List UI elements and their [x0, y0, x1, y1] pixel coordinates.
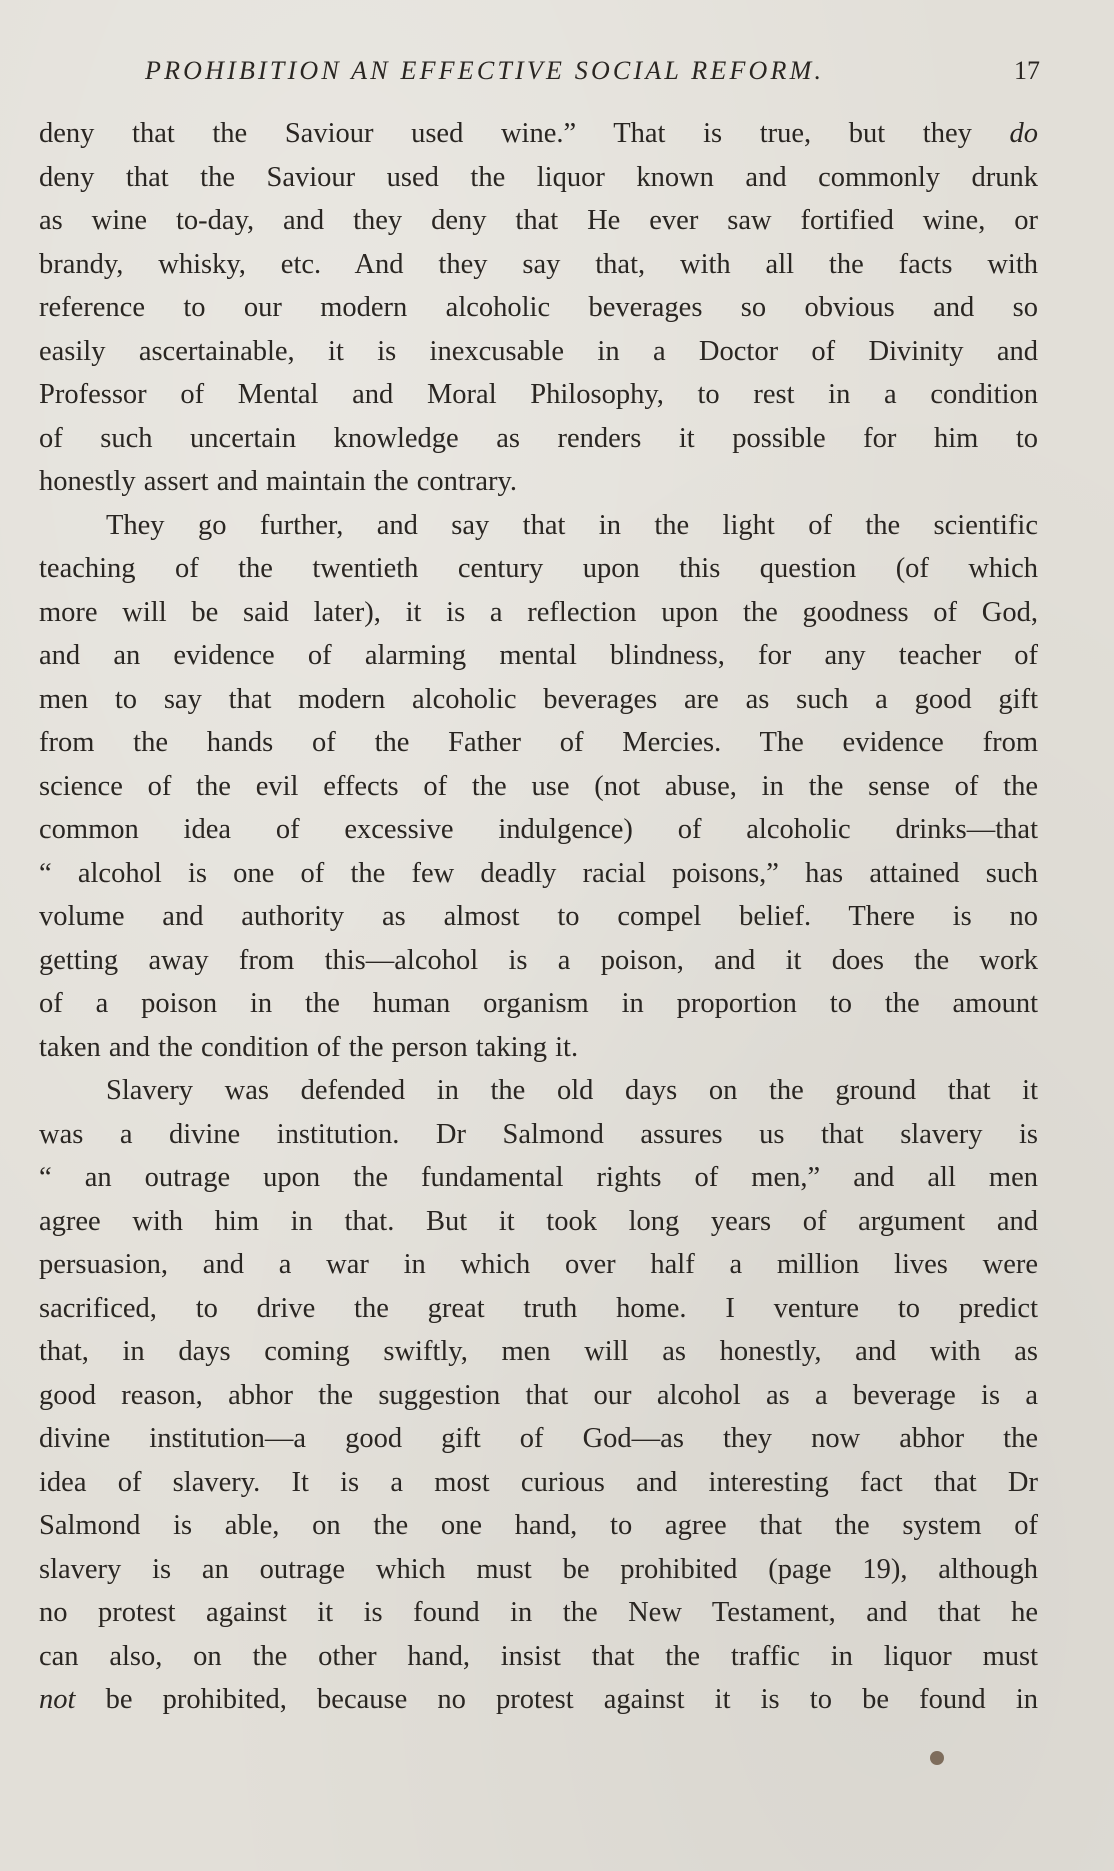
text-line: persuasion, and a war in which over half a million lives were: [39, 1249, 1038, 1280]
text-line: and an evidence of alarming mental blindness, for any teacher of: [39, 640, 1038, 671]
text-line: deny that the Saviour used wine.” That is true, but they do: [39, 118, 1038, 149]
text-line: “ alcohol is one of the few deadly racial poisons,” has attained such: [39, 857, 1038, 889]
text-line: idea of slavery. It is a most curious and interesting fact that Dr: [39, 1466, 1038, 1498]
text-line: science of the evil effects of the use (not abuse, in the sense of the: [39, 770, 1038, 802]
text-line: Professor of Mental and Moral Philosophy, to rest in a condition: [39, 379, 1038, 410]
paragraphs: [39, 112, 1038, 1722]
text-line: of a poison in the human organism in proportion to the amount: [39, 988, 1038, 1019]
text-line: Salmond is able, on the one hand, to agree that the system of: [39, 1510, 1038, 1541]
text-line: no protest against it is found in the New Testament, and that he: [39, 1597, 1038, 1628]
text-line: common idea of excessive indulgence) of alcoholic drinks—that: [39, 814, 1038, 845]
text-line: They go further, and say that in the light of the scientific: [106, 509, 1038, 541]
running-head: [40, 56, 1040, 96]
text-line: agree with him in that. But it took long years of argument and: [39, 1205, 1038, 1237]
text-line: more will be said later), it is a reflection upon the goodness of God,: [39, 596, 1038, 628]
running-title: PROHIBITION AN EFFECTIVE SOCIAL REFORM.: [145, 56, 825, 85]
text-line: volume and authority as almost to compel belief. There is no: [39, 901, 1038, 932]
text-line: not be prohibited, because no protest against it is to be found in: [39, 1684, 1038, 1715]
text-line: taken and the condition of the person taking it.: [39, 1031, 579, 1063]
body-text: [39, 112, 1038, 1722]
text-line: “ an outrage upon the fundamental rights of men,” and all men: [39, 1162, 1038, 1193]
text-line: divine institution—a good gift of God—as they now abhor the: [39, 1423, 1038, 1454]
text-line: deny that the Saviour used the liquor known and commonly drunk: [39, 161, 1038, 193]
text-line: slavery is an outrage which must be prohibited (page 19), although: [39, 1553, 1038, 1585]
text-line: of such uncertain knowledge as renders it possible for him to: [39, 422, 1038, 454]
text-line: honestly assert and maintain the contrary.: [39, 466, 518, 497]
text-line: sacrificed, to drive the great truth home. I venture to predict: [39, 1292, 1038, 1324]
text-line: reference to our modern alcoholic beverages so obvious and so: [39, 292, 1038, 323]
text-line: good reason, abhor the suggestion that our alcohol as a beverage is a: [39, 1379, 1038, 1411]
text-line: from the hands of the Father of Mercies. The evidence from: [39, 727, 1038, 758]
text-line: easily ascertainable, it is inexcusable in a Doctor of Divinity and: [39, 335, 1038, 367]
text-line: can also, on the other hand, insist that the traffic in liquor must: [39, 1640, 1038, 1672]
ink-mark-ornament: [930, 1751, 944, 1765]
text-line: as wine to-day, and they deny that He ever saw fortified wine, or: [39, 205, 1038, 236]
text-line: brandy, whisky, etc. And they say that, with all the facts with: [39, 248, 1038, 280]
text-line: Slavery was defended in the old days on the ground that it: [106, 1075, 1038, 1106]
text-line: getting away from this—alcohol is a poison, and it does the work: [39, 944, 1038, 976]
text-line: was a divine institution. Dr Salmond assures us that slavery is: [39, 1118, 1038, 1150]
text-line: teaching of the twentieth century upon this question (of which: [39, 553, 1038, 584]
page-number: 17: [1014, 56, 1040, 85]
text-line: that, in days coming swiftly, men will as honestly, and with as: [39, 1336, 1038, 1367]
text-line: men to say that modern alcoholic beverages are as such a good gift: [39, 683, 1038, 715]
